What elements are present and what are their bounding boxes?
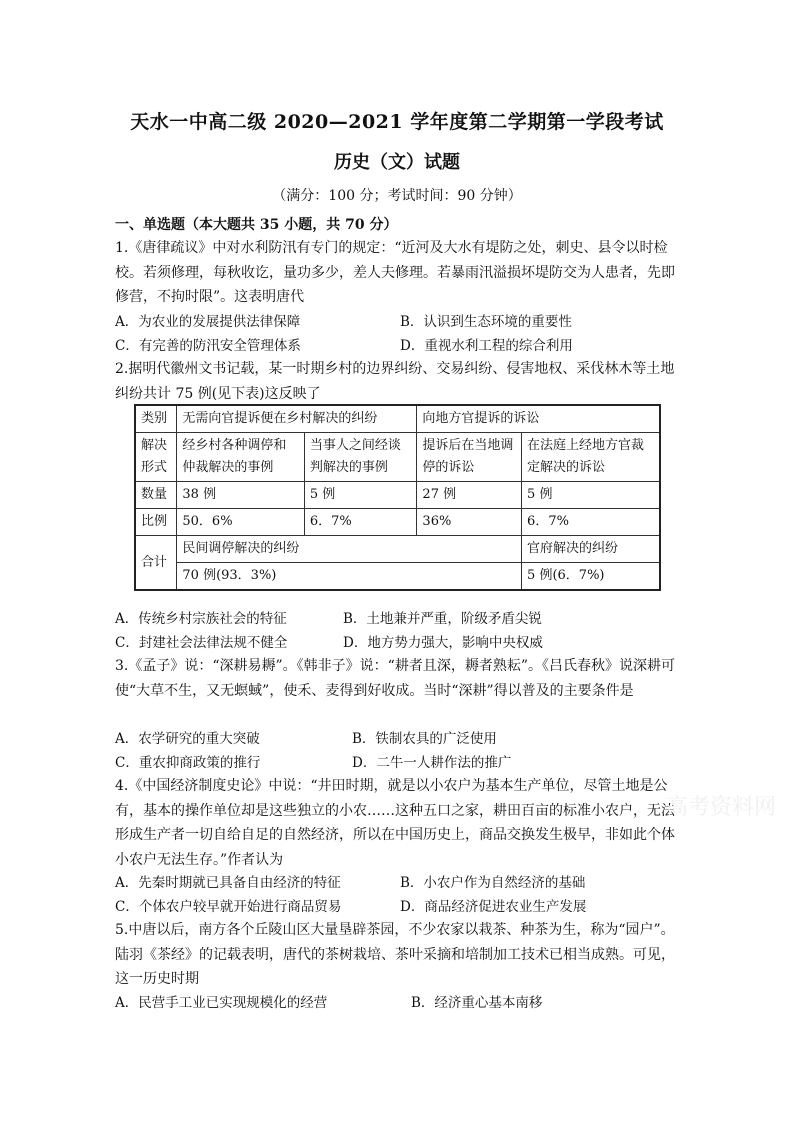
question-3-options <box>115 727 680 749</box>
table-cell: 数量 <box>135 482 177 509</box>
dispute-table <box>134 404 661 591</box>
option-a: A．先秦时期就已具备自由经济的特征 <box>115 875 341 891</box>
exam-meta: （满分：100 分；考试时间：90 分钟） <box>272 188 522 204</box>
question-4-options <box>115 871 680 893</box>
table-cell: 解决形式 <box>135 433 177 482</box>
option-b: B．认识到生态环境的重要性 <box>400 314 572 330</box>
table-row <box>135 433 660 482</box>
question-5-stem: 5.中唐以后，南方各个丘陵山区大量垦辟茶园，不少农家以栽茶、种茶为生，称为“园户”。陆羽《茶经》的记载表明，唐代的茶树栽培、茶叶采摘和培制加工技术已相当成熟。可见，这一历史时期 <box>115 922 675 987</box>
question-4-stem: 4.《中国经济制度史论》中说：“井田时期，就是以小农户为基本生产单位，尽管土地是公有，基本的操作单位却是这些独立的小农……这种五口之家，耕田百亩的标准小农户，无法形成生产者一切自给自足的自然经济，所以在中国历史上，商品交换发生极早，非如此个体小农户无法生存。”作者认为 <box>115 778 675 868</box>
table-cell: 5 例(6．7%) <box>522 563 660 591</box>
table-cell: 38 例 <box>177 482 305 509</box>
option-d: D．地方势力强大，影响中央权威 <box>343 635 543 651</box>
table-cell: 36% <box>417 509 522 536</box>
question-2-options-2 <box>115 631 680 653</box>
table-cell: 5 例 <box>522 482 660 509</box>
question-5-options <box>115 991 680 1013</box>
table-cell: 向地方官提诉的诉讼 <box>417 405 660 433</box>
option-d: D．二牛一人耕作法的推广 <box>352 755 512 771</box>
question-1-stem: 1.《唐律疏议》中对水利防汛有专门的规定：“近河及大水有堤防之处，刺史、县令以时检校。若须修理，每秋收讫，量功多少，差人夫修理。若暴雨汛溢损坏堤防交为人患者，先即修营，不拘时限”。这表明唐代 <box>115 240 675 305</box>
table-cell: 合计 <box>135 536 177 591</box>
question-1-options-2 <box>115 334 680 356</box>
table-row <box>135 482 660 509</box>
table-cell: 类别 <box>135 405 177 433</box>
exam-subtitle: 历史（文）试题 <box>334 152 460 173</box>
option-b: B．小农户作为自然经济的基础 <box>400 875 586 891</box>
table-cell: 提诉后在当地调停的诉讼 <box>417 433 522 482</box>
table-cell: 27 例 <box>417 482 522 509</box>
table-cell: 当事人之间经谈判解决的事例 <box>304 433 417 482</box>
table-cell: 在法庭上经地方官裁定解决的诉讼 <box>522 433 660 482</box>
option-d: D．重视水利工程的综合利用 <box>400 338 573 354</box>
option-c: C．有完善的防汛安全管理体系 <box>115 338 301 354</box>
question-1-options <box>115 310 680 332</box>
table-row <box>135 536 660 563</box>
table-row <box>135 509 660 536</box>
watermark: 高考资料网 <box>665 795 776 820</box>
question-3-stem: 3.《孟子》说：“深耕易耨”。《韩非子》说：“耕者且深，耨者熟耘”。《吕氏春秋》说深耕可使“大草不生，又无螟蜮”，使禾、麦得到好收成。当时“深耕”得以普及的主要条件是 <box>115 658 675 699</box>
option-a: A．民营手工业已实现规模化的经营 <box>115 995 328 1011</box>
table-cell: 5 例 <box>304 482 417 509</box>
question-3-options-2 <box>115 751 680 773</box>
table-cell: 无需向官提诉便在乡村解决的纠纷 <box>177 405 417 433</box>
option-a: A．农学研究的重大突破 <box>115 731 260 747</box>
table-row <box>135 563 660 591</box>
option-b: B．土地兼并严重，阶级矛盾尖锐 <box>343 611 542 627</box>
option-d: D．商品经济促进农业生产发展 <box>400 899 587 915</box>
question-2-stem: 2.据明代徽州文书记载，某一时期乡村的边界纠纷、交易纠纷、侵害地权、采伐林木等土地纠纷共计 75 例(见下表)这反映了 <box>115 361 675 402</box>
option-c: C．个体农户较早就开始进行商品贸易 <box>115 899 342 915</box>
table-cell: 50．6% <box>177 509 305 536</box>
table-cell: 经乡村各种调停和仲裁解决的事例 <box>177 433 305 482</box>
table-cell: 比例 <box>135 509 177 536</box>
question-4-options-2 <box>115 895 680 917</box>
option-a: A．为农业的发展提供法律保障 <box>115 314 301 330</box>
table-cell: 民间调停解决的纠纷 <box>177 536 522 563</box>
option-b: B．铁制农具的广泛使用 <box>352 731 497 747</box>
table-cell: 6．7% <box>304 509 417 536</box>
table-cell: 70 例(93．3%) <box>177 563 522 591</box>
table-cell: 官府解决的纠纷 <box>522 536 660 563</box>
table-row <box>135 405 660 433</box>
question-2-options <box>115 607 680 629</box>
exam-title: 天水一中高二级 2020—2021 学年度第二学期第一学段考试 <box>130 111 664 133</box>
option-c: C．封建社会法律法规不健全 <box>115 635 288 651</box>
table-cell: 6．7% <box>522 509 660 536</box>
option-c: C．重农抑商政策的推行 <box>115 755 261 771</box>
option-a: A．传统乡村宗族社会的特征 <box>115 611 287 627</box>
section-heading: 一、单选题（本大题共 35 小题，共 70 分） <box>115 217 398 233</box>
option-b: B．经济重心基本南移 <box>411 995 543 1011</box>
